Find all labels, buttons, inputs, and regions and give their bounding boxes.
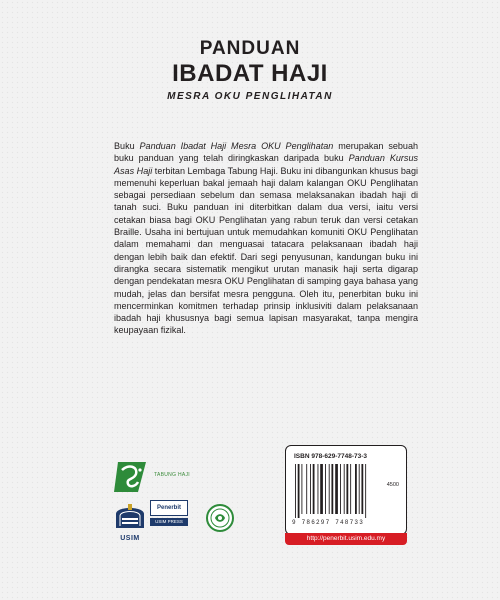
barcode-icon [294,464,380,520]
synopsis-title-italic: Panduan Ibadat Haji Mesra OKU Penglihatan [139,141,334,151]
isbn-label: ISBN 978-629-7748-73-3 [294,453,367,460]
price-code: 4500 [386,482,399,488]
usim-logo [112,500,148,544]
isbn-barcode-box [285,445,407,535]
circular-seal-icon [205,503,235,533]
synopsis-text-1: Buku [114,141,140,151]
publisher-url[interactable]: http://penerbit.usim.edu.my [285,533,407,545]
usim-crest-icon [113,500,147,530]
title-line-2: IBADAT HAJI [172,60,328,87]
synopsis-text-2: merupakan sebuah buku panduan yang telah diringkaskan daripada buku [114,141,419,164]
barcode-digits: 9 786297 748733 [292,519,365,526]
penerbit-usim-logo [150,500,190,534]
penerbit-sub-label: USIM PRESS [150,518,188,526]
title-line-1: PANDUAN [199,38,301,59]
synopsis [114,140,418,337]
halal-logo [205,503,235,533]
synopsis-text-3: terbitan Lembaga Tabung Haji. Buku ini dibangunkan khusus bagi memenuhi keperluan bakal jemaah haji dalam kalangan OKU Penglihatan sebagai persediaan sebelum dan semasa melaksanakan ibadah haji di tanah suci. Buku panduan ini diterbitkan dalam dua versi, iaitu versi cetakan biasa bagi OKU Penglihatan yang rabun teruk dan versi cetakan Braille. Usaha ini bertujuan untuk memudahkan komuniti OKU Penglihatan dalam memahami dan menguasai tatacara pelaksanaan ibadah haji dengan lebih baik dan efektif. Dari segi penyusunan, kandungan buku ini dirangka secara sistematik mengikut urutan manasik haji serta digarap dengan pendekatan mesra OKU Penglihatan di samping gaya bahasa yang mudah, jelas dan bersifat mesra pengguna. Oleh itu, penerbitan buku ini mencerminkan komitmen terhadap prinsip inklusiviti dalam pelaksanaan ibadah haji khususnya bagi semua lapisan masyarakat, tanpa mengira keupayaan fizikal. [114,165,418,336]
synopsis-source-italic: Panduan Kursus Asas Haji [114,153,418,176]
subtitle: MESRA OKU PENGLIHATAN [167,91,333,102]
title-block [0,38,500,104]
penerbit-label: Penerbit [150,500,188,516]
tabung-haji-label: TABUNG HAJI [154,472,190,478]
tabung-haji-emblem-icon [112,458,152,496]
tabung-haji-logo [112,458,222,496]
usim-label: USIM [120,535,140,542]
